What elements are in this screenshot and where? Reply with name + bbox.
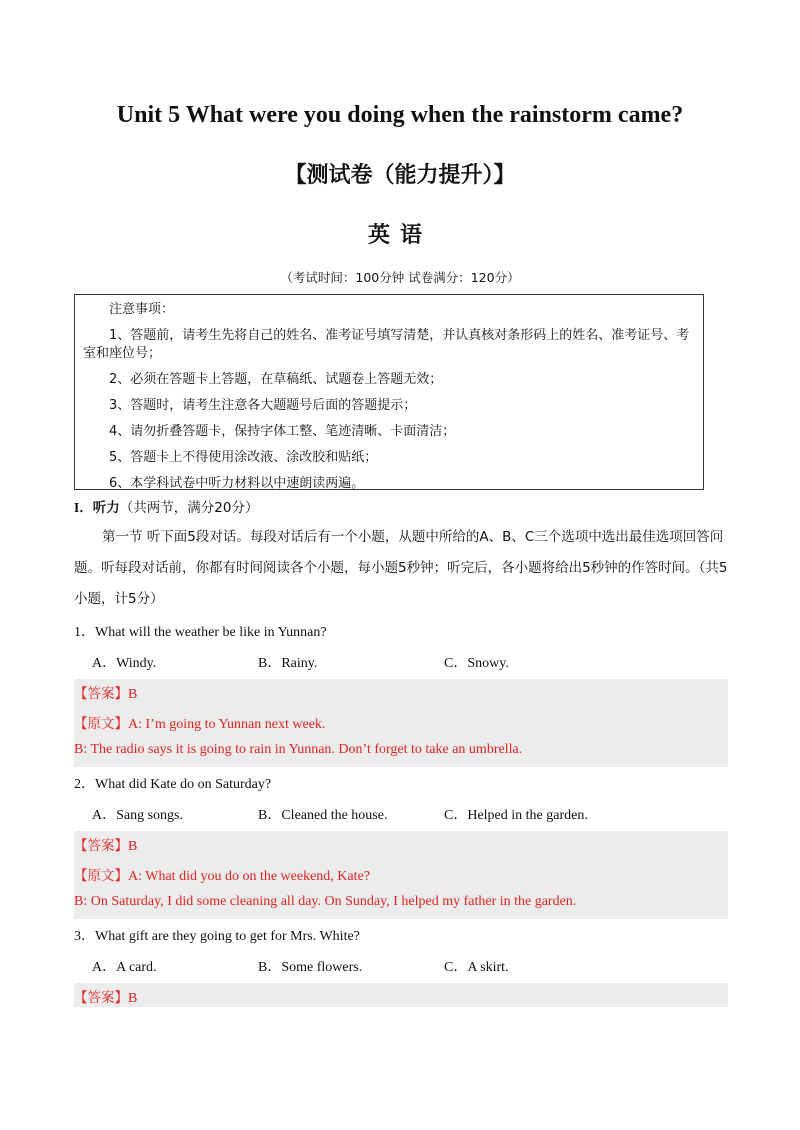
option-a: A．Sang songs. [92, 808, 184, 823]
answer-value: B [128, 991, 138, 1006]
document-title: Unit 5 What were you doing when the rainstorm came? [116, 102, 684, 128]
answer-block [74, 983, 728, 1007]
option-a: A．A card. [92, 960, 157, 975]
answer-line [74, 682, 137, 703]
exam-info: （考试时间：100分钟 试卷满分：120分） [280, 270, 520, 285]
original-tag: 【原文】 [74, 868, 128, 884]
answer-value: B [128, 687, 138, 702]
option-c: C．Helped in the garden. [444, 808, 588, 823]
notice-heading: 注意事项： [109, 302, 175, 317]
answer-tag: 【答案】 [74, 990, 128, 1006]
section-intro: 第一节 听下面5段对话。每段对话后有一个小题，从题中所给的A、B、C三个选项中选出最佳选项回答问题。听每段对话前，你都有时间阅读各个小题，每小题5秒钟；听完后，各小题将给出5秒钟的作答时间。（共5小题，计5分） [74, 529, 728, 607]
answer-tag: 【答案】 [74, 838, 128, 854]
transcript-line [74, 712, 325, 733]
transcript-line: B: On Saturday, I did some cleaning all day. On Sunday, I helped my father in the garden. [74, 894, 577, 909]
transcript-line: B: The radio says it is going to rain in Yunnan. Don’t forget to take an umbrella. [74, 742, 523, 757]
notice-item: 6、本学科试卷中听力材料以中速朗读两遍。 [109, 476, 365, 491]
option-b: B．Cleaned the house. [258, 808, 388, 823]
notice-item: 2、必须在答题卡上答题，在草稿纸、试题卷上答题无效； [109, 372, 443, 387]
transcript-text: A: What did you do on the weekend, Kate? [128, 869, 370, 884]
notice-item: 3、答题时，请考生注意各大题题号后面的答题提示； [109, 398, 417, 413]
option-a: A．Windy. [92, 656, 157, 671]
section-label: I．听力 [74, 500, 120, 515]
option-c: C．A skirt. [444, 960, 509, 975]
answer-tag: 【答案】 [74, 686, 128, 702]
question-stem: 2．What did Kate do on Saturday? [74, 777, 272, 792]
answer-line [74, 986, 137, 1007]
notice-item: 5、答题卡上不得使用涂改液、涂改胶和贴纸； [109, 450, 378, 465]
document-subtitle: 【测试卷（能力提升）】 [284, 163, 516, 188]
notice-item: 4、请勿折叠答题卡，保持字体工整、笔迹清晰、卡面清洁； [109, 424, 456, 439]
subject-heading: 英语 [367, 223, 432, 248]
answer-value: B [128, 839, 138, 854]
option-b: B．Rainy. [258, 656, 318, 671]
option-b: B．Some flowers. [258, 960, 363, 975]
original-tag: 【原文】 [74, 716, 128, 732]
section-heading [74, 496, 258, 516]
transcript-text: A: I’m going to Yunnan next week. [128, 717, 326, 732]
notice-item: 1、答题前，请考生先将自己的姓名、准考证号填写清楚，并认真核对条形码上的姓名、准考证号、考室和座位号； [83, 328, 690, 361]
notice-box [74, 294, 704, 490]
option-c: C．Snowy. [444, 656, 509, 671]
question-stem: 1．What will the weather be like in Yunnan? [74, 625, 327, 640]
section-note: （共两节，满分20分） [119, 500, 259, 516]
question-stem: 3．What gift are they going to get for Mrs. White? [74, 929, 360, 944]
answer-line [74, 834, 137, 855]
transcript-line [74, 864, 370, 885]
